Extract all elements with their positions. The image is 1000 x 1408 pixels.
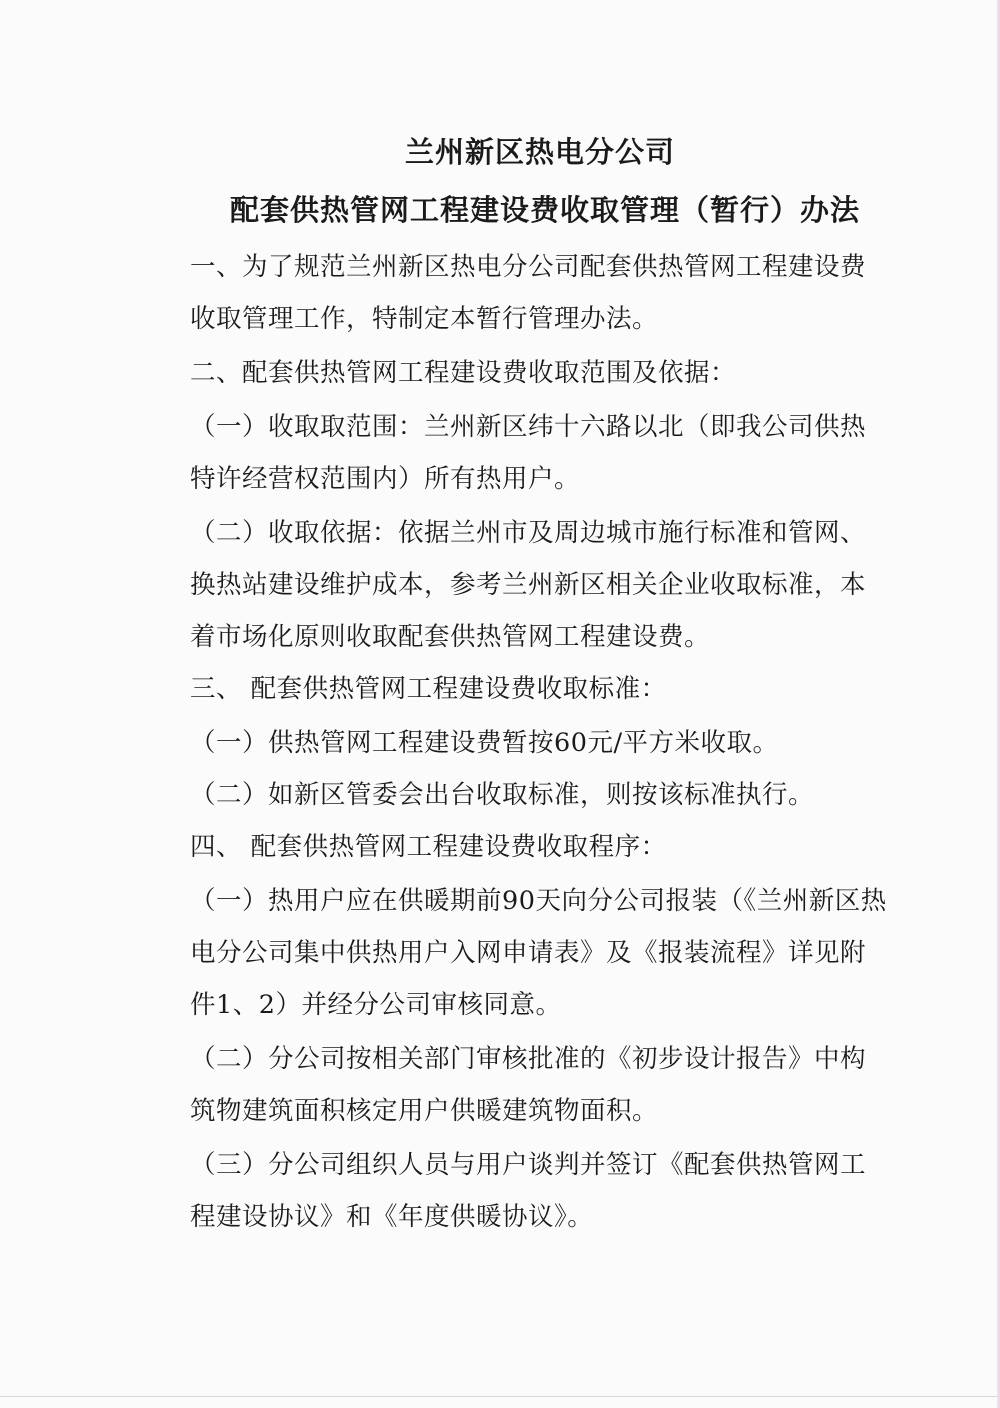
- body-line: 换热站建设维护成本，参考兰州新区相关企业收取标准，本: [190, 570, 867, 600]
- section-heading: 二、配套供热管网工程建设费收取范围及依据：: [190, 358, 737, 388]
- body-line: （一）收取取范围：兰州新区纬十六路以北（即我公司供热: [190, 412, 867, 442]
- document-subtitle: 配套供热管网工程建设费收取管理（暂行）办法: [229, 193, 860, 227]
- body-line: 电分公司集中供热用户入网申请表》及《报装流程》详见附: [190, 938, 867, 968]
- scan-edge-line: [0, 1396, 1000, 1397]
- body-line: （一）供热管网工程建设费暂按60元/平方米收取。: [190, 728, 779, 758]
- body-line: 一、为了规范兰州新区热电分公司配套供热管网工程建设费: [190, 252, 867, 282]
- body-line: 程建设协议》和《年度供暖协议》。: [190, 1202, 594, 1232]
- body-line: 筑物建筑面积核定用户供暖建筑物面积。: [190, 1096, 659, 1126]
- body-line: （一）热用户应在供暖期前90天向分公司报装（《兰州新区热: [190, 886, 887, 916]
- section-heading: 四、 配套供热管网工程建设费收取程序：: [190, 832, 667, 862]
- document-title: 兰州新区热电分公司: [404, 135, 675, 169]
- body-line: 件1、2）并经分公司审核同意。: [190, 990, 562, 1020]
- body-line: （三）分公司组织人员与用户谈判并签订《配套供热管网工: [190, 1150, 867, 1180]
- body-line: 着市场化原则收取配套供热管网工程建设费。: [190, 622, 711, 652]
- body-line: 收取管理工作，特制定本暂行管理办法。: [190, 304, 659, 334]
- section-heading: 三、 配套供热管网工程建设费收取标准：: [190, 674, 667, 704]
- body-line: 特许经营权范围内）所有热用户。: [190, 464, 581, 494]
- body-line: （二）分公司按相关部门审核批准的《初步设计报告》中构: [190, 1044, 867, 1074]
- body-line: （二）如新区管委会出台收取标准，则按该标准执行。: [190, 780, 815, 810]
- body-line: （二）收取依据：依据兰州市及周边城市施行标准和管网、: [190, 518, 867, 548]
